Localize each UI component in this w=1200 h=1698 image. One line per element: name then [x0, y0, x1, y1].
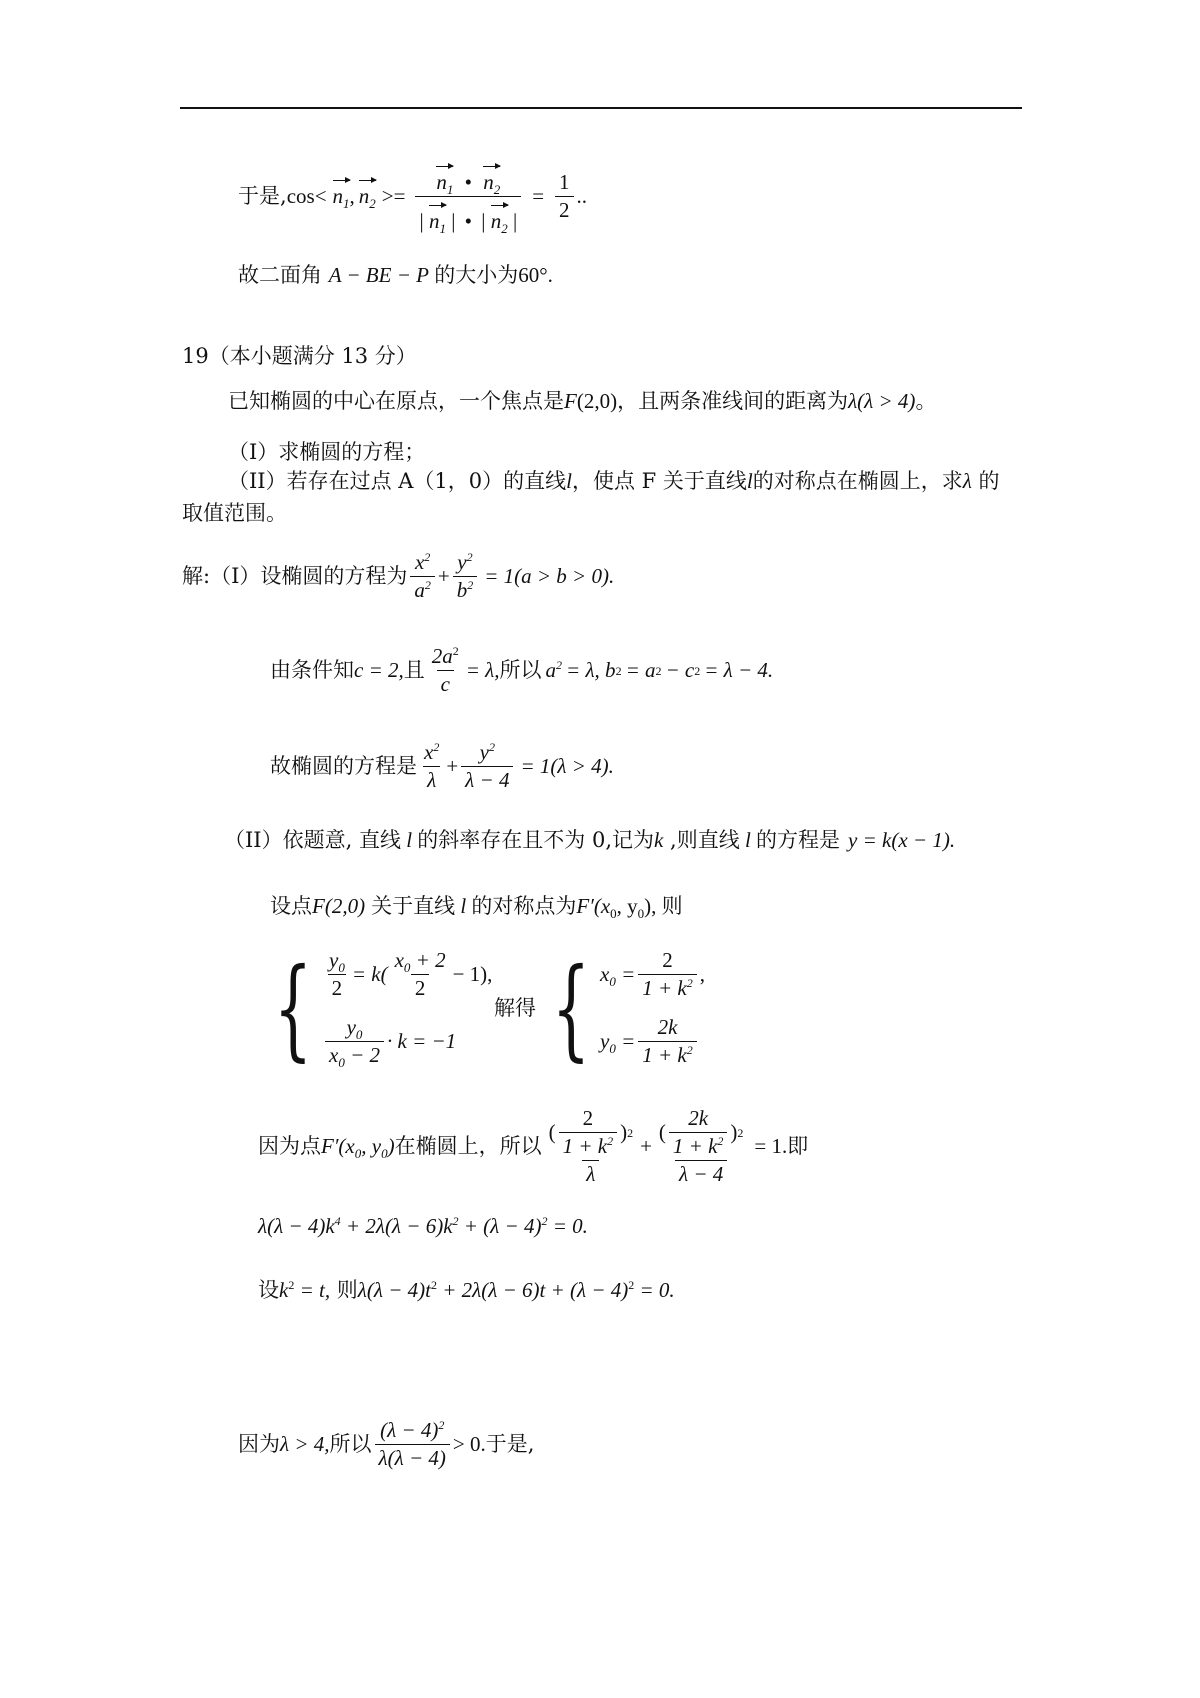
equation-system-left: { $\frac{y_0}{2}$ = k( $\frac{x_0 + 2}{2}$ − 1), $\frac{y_0}{x_0 - 2}$ · k = −1 [273, 944, 493, 1072]
question-header: 19（本小题满分 13 分） [182, 344, 417, 368]
question-stem: 已知椭圆的中心在原点，一个焦点是F(2,0)，且两条准线间的距离为λ(λ > 4)。 [228, 389, 937, 413]
cos-symbol: cos [286, 183, 315, 208]
angle-close-equals: >= [381, 183, 406, 208]
dihedral-angle-line: 故二面角 A − BE − P 的大小为60°. [238, 263, 553, 287]
angle-open: < [314, 183, 327, 208]
question-part-1: （I）求椭圆的方程； [228, 440, 426, 464]
substitution-line: 因为点 $F'(x_0$, $y_0$) 在椭圆上，所以 ( $\frac{2}{1 + k^2}$ ) 2 λ + ( $\frac{2k}{1 + k^2}$ ) 2 λ − 4 = 1.即 [258, 1106, 809, 1186]
quadratic-in-t: 设$k^2 = t$, 则$\lambda(\lambda - 4)t^2 + 2\lambda(\lambda - 6)t + (\lambda - 4)^2 = 0$. [258, 1278, 675, 1302]
dot-product-fraction: $\frac{n_1 • n_2}{| n_1 | • | n_2 |}$ [415, 160, 521, 232]
symmetric-point-line: 设点F(2,0) 关于直线 l 的对称点为$F'(x_0$, $y_0$), 则 [270, 894, 683, 921]
solution-ellipse-equation: 故椭圆的方程是 $\frac{x^2}{\lambda}$ + $\frac{y^2}{\lambda - 4}$ = 1(λ > 4). [270, 740, 614, 792]
vector-n2: $n_2$ [358, 183, 376, 211]
positivity-line: 因为 λ > 4, 所以 $\frac{(\lambda - 4)^2}{\lambda(\lambda - 4)}$ > 0. 于是, [238, 1418, 535, 1470]
question-part-2: （II）若存在过点 A（1，0）的直线l，使点 F 关于直线l的对称点在椭圆上，求λ 的 [228, 469, 1000, 493]
cosine-formula-line [238, 160, 588, 236]
comma: , [349, 183, 355, 208]
solution-part-2-line: （II）依题意, 直线 l 的斜率存在且不为 0,记为k ,则直线 l 的方程是 y = k(x − 1). [224, 828, 956, 852]
question-part-2-cont: 取值范围。 [182, 501, 287, 525]
solution-ellipse-form: 解:（I）设椭圆的方程为 $\frac{x^2}{a^2}$ + $\frac{y^2}{b^2}$ = 1(a > b > 0). [182, 550, 615, 602]
left-brace: { [273, 944, 313, 1072]
header-rule [180, 107, 1022, 109]
trailing-dots: .. [576, 183, 588, 208]
half-fraction: $\frac{1}{2}$ [555, 172, 574, 221]
equals: = [532, 183, 545, 208]
vector-n1: $n_1$ [332, 183, 350, 211]
solution-conditions: 由条件知 c = 2, 且 $\frac{2a^2}{c}$ = λ, 所以 $a^2$ = λ, b 2 = a 2 − c 2 = λ − 4. [270, 644, 774, 696]
equation-system-right: 解得 { $x_0$ = $\frac{2}{1 + k^2}$ , $y_0$ = $\frac{2k}{1 + k^2}$ [494, 944, 705, 1072]
dihedral-expr: A − BE − P [328, 263, 429, 287]
quartic-equation: $\lambda(\lambda - 4)k^4 + 2\lambda(\lambda - 6)k^2 + (\lambda - 4)^2 = 0$. [258, 1214, 588, 1238]
cosine-prefix: 于是, [238, 183, 287, 208]
right-brace: { [551, 944, 591, 1072]
